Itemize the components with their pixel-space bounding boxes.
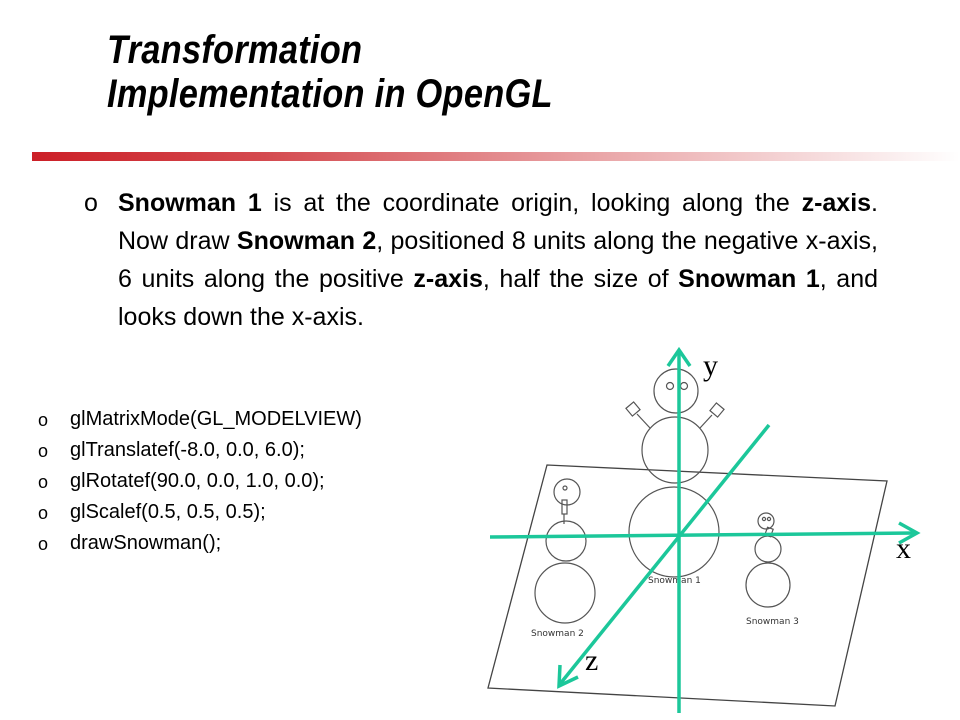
bold-term: z-axis — [413, 265, 483, 293]
z-axis-label: z — [585, 644, 599, 677]
snowman-1-label: Snowman 1 — [648, 576, 701, 586]
code-text: glMatrixMode(GL_MODELVIEW) — [70, 408, 362, 430]
code-bullet-marker: o — [38, 534, 49, 554]
bullet-text: Snowman 1 is at the coordinate origin, looking along the z-axis. Now draw Snowman 2, positioned 8 units along the negative x-axis, 6 units along the positive z-axis, half the size of Snowman 1, and looks down the x-axis. — [118, 189, 879, 331]
axes — [490, 350, 917, 713]
bold-term: Snowman 1 — [118, 189, 262, 217]
code-bullet-marker: o — [38, 503, 49, 523]
snowman-2-label: Snowman 2 — [531, 629, 584, 639]
snowman-2 — [535, 479, 595, 623]
snowman-3 — [746, 513, 790, 607]
code-text: glRotatef(90.0, 0.0, 1.0, 0.0); — [70, 470, 325, 492]
title-line-2: Implementation in OpenGL — [107, 72, 553, 116]
bold-term: Snowman 2 — [236, 227, 377, 255]
code-text: glScalef(0.5, 0.5, 0.5); — [70, 501, 266, 523]
code-text: drawSnowman(); — [70, 532, 222, 554]
y-axis-label: y — [703, 349, 718, 382]
bullet-marker: o — [84, 189, 98, 217]
code-bullet-marker: o — [38, 472, 49, 492]
code-bullet-marker: o — [38, 410, 49, 430]
x-axis-line — [490, 533, 915, 537]
title-line-1: Transformation — [107, 28, 363, 72]
bold-term: Snowman 1 — [678, 265, 820, 293]
bold-term: z-axis — [801, 189, 872, 217]
code-bullet-marker: o — [38, 441, 49, 461]
snowman-3-label: Snowman 3 — [746, 617, 799, 627]
code-text: glTranslatef(-8.0, 0.0, 6.0); — [70, 439, 305, 461]
x-axis-label: x — [896, 532, 911, 565]
